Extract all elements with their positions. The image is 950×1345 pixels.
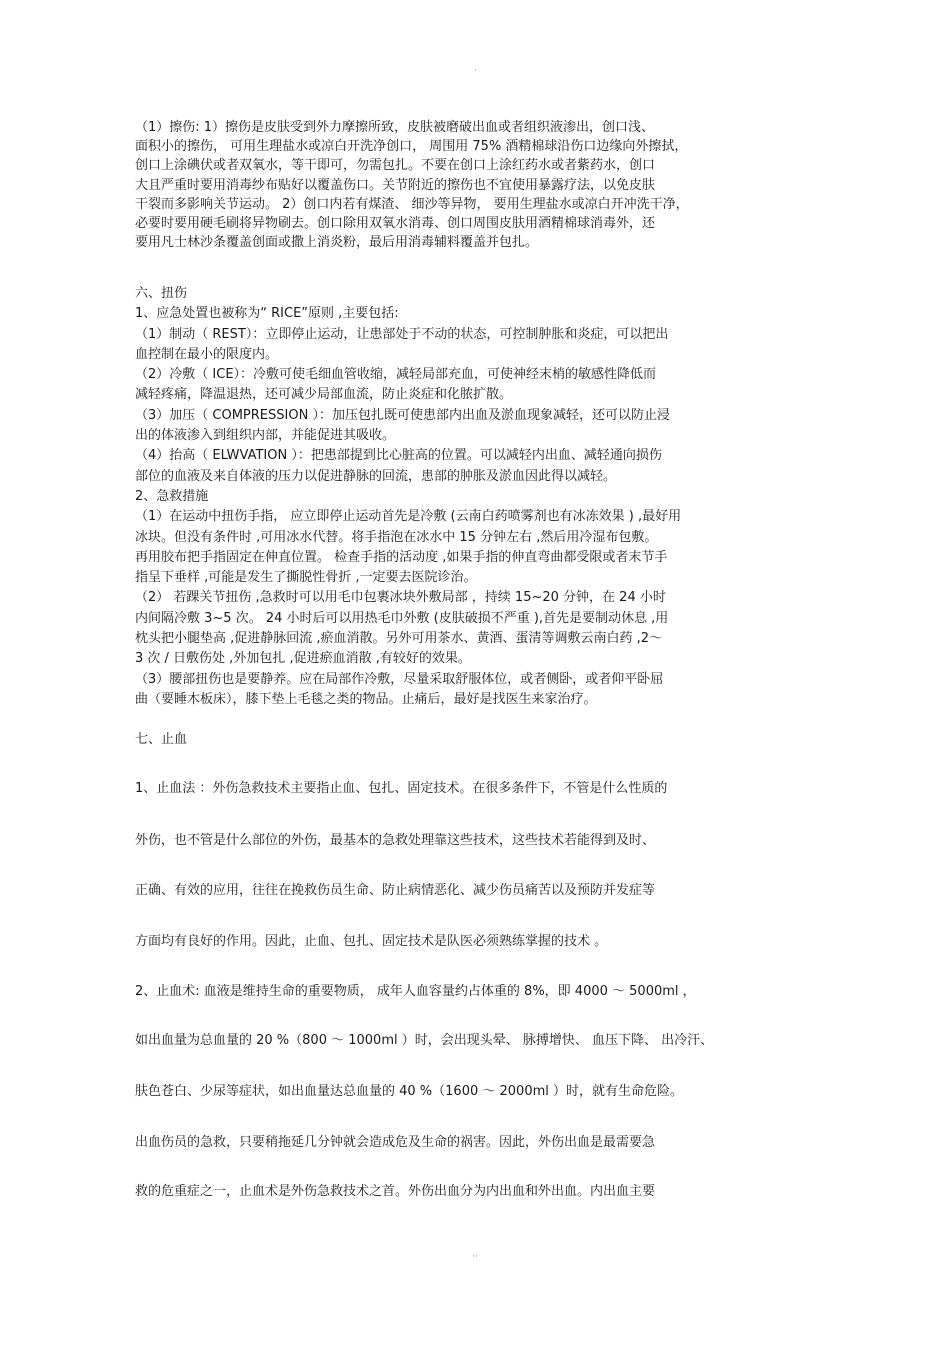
bleeding-line: 出血伤员的急救，只要稍拖延几分钟就会造成危及生命的祸害。因此，外伤出血是最需要急 xyxy=(135,1135,656,1150)
sprain-line: 指呈下垂样 ,可能是发生了撕脱性骨折 ,一定要去医院诊治。 xyxy=(135,570,477,586)
sprain-line: 3 次 / 日敷伤处 ,外加包扎 ,促进瘀血消散 ,有较好的效果。 xyxy=(135,651,471,667)
abrasion-section xyxy=(135,118,825,252)
sprain-line: 部位的血液及来自体液的压力以促进静脉的回流，患部的肿胀及淤血因此得以减轻。 xyxy=(135,468,617,484)
sprain-section xyxy=(135,284,825,710)
bleeding-line: 方面均有良好的作用。因此，止血、包扎、固定技术是队医必须熟练掌握的技术 。 xyxy=(135,934,608,949)
abrasion-line: 要用凡士林沙条覆盖创面或撒上消炎粉，最后用消毒辅料覆盖并包扎。 xyxy=(135,235,539,251)
sprain-line: 1、应急处置也被称为“ RICE”原则 ,主要包括: xyxy=(135,306,399,322)
sprain-line: 减轻疼痛，降温退热，还可减少局部血流，防止炎症和化脓扩散。 xyxy=(135,387,513,403)
abrasion-line: 创口上涂碘伏或者双氧水，等干即可，勿需包扎。不要在创口上涂红药水或者紫药水，创口 xyxy=(135,158,656,174)
sprain-line: （2） 若踝关节扭伤 ,急救时可以用毛巾包裹冰块外敷局部 ，持续 15~20 分钟，在 24 小时 xyxy=(135,590,666,606)
sprain-line: 曲（要睡木板床），膝下垫上毛毯之类的物品。止痛后，最好是找医生来家治疗。 xyxy=(135,691,597,707)
page-top-mark: · xyxy=(474,66,477,76)
bleeding-line: 救的危重症之一，止血术是外伤急救技术之首。外伤出血分为内出血和外出血。内出血主要 xyxy=(135,1184,656,1199)
sprain-line: 枕头把小腿垫高 ,促进静脉回流 ,瘀血消散。另外可用茶水、黄酒、蛋清等调敷云南白药 ,2～ xyxy=(135,631,663,647)
abrasion-line: 大且严重时要用消毒纱布贴好以覆盖伤口。关节附近的擦伤也不宜使用暴露疗法，以免皮肤 xyxy=(135,177,656,193)
sprain-line: 出的体液渗入到组织内部，并能促进其吸收。 xyxy=(135,428,396,444)
sprain-line: 内间隔冷敷 3~5 次。 24 小时后可以用热毛巾外敷 (皮肤破损不严重 ),首先是要制动休息 ,用 xyxy=(135,610,669,626)
sprain-subheading: 2、急救措施 xyxy=(135,488,209,504)
bleeding-line: 1、止血法 ：外伤急救技术主要指止血、包扎、固定技术。在很多条件下，不管是什么性质的 xyxy=(135,781,668,796)
sprain-line: 再用胶布把手指固定在伸直位置。 检查手指的活动度 ,如果手指的伸直弯曲都受限或者末节手 xyxy=(135,549,668,565)
abrasion-line: 干裂而多影响关节运动。 2）创口内若有煤渣、 细沙等异物， 要用生理盐水或凉白开冲洗干净， xyxy=(135,196,689,212)
sprain-line: （3）腰部扭伤也是要静养。应在局部作冷敷，尽量采取舒服体位，或者侧卧，或者仰平卧屈 xyxy=(135,671,664,687)
abrasion-line: 面积小的擦伤， 可用生理盐水或凉白开洗净创口， 周围用 75% 酒精棉球沿伤口边缘向外擦拭， xyxy=(135,139,688,155)
bleeding-line: 如出血量为总血量的 20 %（800 ～ 1000ml ）时，会出现头晕、 脉搏增快、 血压下降、 出冷汗、 xyxy=(135,1033,714,1048)
bleeding-line: 肤色苍白、少尿等症状，如出血量达总血量的 40 %（1600 ～ 2000ml ）时，就有生命危险。 xyxy=(135,1084,683,1099)
bleeding-line: 外伤，也不管是什么部位的外伤，最基本的急救处理靠这些技术，这些技术若能得到及时、 xyxy=(135,833,656,848)
section-heading: 七、止血 xyxy=(135,732,188,747)
abrasion-line: 必要时要用硬毛刷将异物刷去。创口除用双氧水消毒、创口周围皮肤用酒精棉球消毒外，还 xyxy=(135,216,656,232)
sprain-line: 血控制在最小的限度内。 xyxy=(135,346,279,362)
sprain-line: （4）抬高（ ELWVATION ）：把患部提到比心脏高的位置。可以减轻内出血、减轻通向损伤 xyxy=(135,448,662,464)
abrasion-line: （1）擦伤: 1）擦伤是皮肤受到外力摩擦所致，皮肤被磨破出血或者组织液渗出，创口浅、 xyxy=(135,120,655,135)
bleeding-line: 正确、有效的应用，往往在挽救伤员生命、防止病情恶化、减少伤员痛苦以及预防并发症等 xyxy=(135,883,656,898)
sprain-line: （1）制动（ REST）：立即停止运动，让患部处于不动的状态，可控制肿胀和炎症，可以把出 xyxy=(135,326,669,342)
section-heading: 六、扭伤 xyxy=(135,286,188,301)
sprain-line: （3）加压（ COMPRESSION ）：加压包扎既可使患部内出血及淤血现象减轻，还可以防止浸 xyxy=(135,407,670,423)
sprain-line: （2）冷敷（ ICE）：冷敷可使毛细血管收缩，减轻局部充血，可使神经末梢的敏感性降低而 xyxy=(135,367,657,383)
sprain-line: （1）在运动中扭伤手指， 应立即停止运动首先是冷敷 (云南白药喷雾剂也有冰冻效果 ) ,最好用 xyxy=(135,509,682,525)
page-bottom-mark: ·· xyxy=(472,1252,478,1262)
sprain-line: 冰块。但没有条件时 ,可用冰水代替。将手指泡在冰水中 15 分钟左右 ,然后用冷湿布包敷。 xyxy=(135,529,658,545)
bleeding-line: 2、止血术: 血液是维持生命的重要物质， 成年人血容量约占体重的 8%，即 4000 ～ 5000ml ， xyxy=(135,984,696,999)
